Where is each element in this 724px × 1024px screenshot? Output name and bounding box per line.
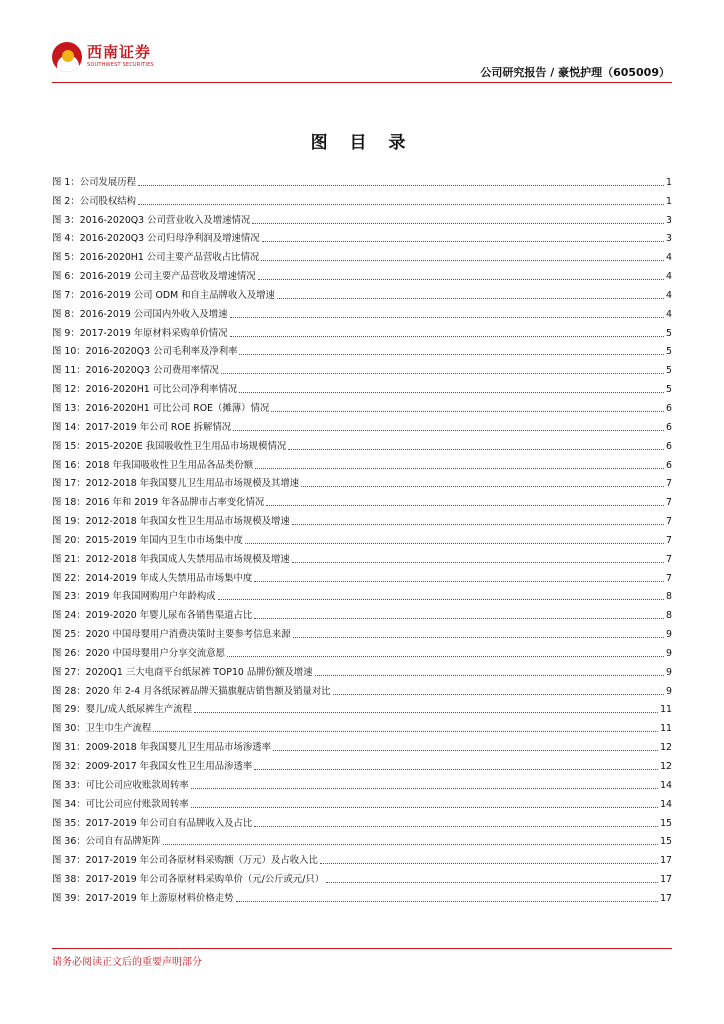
toc-item-label: 图 21：2012-2018 年我国成人失禁用品市场规模及增速 bbox=[52, 553, 290, 565]
toc-item-page: 14 bbox=[660, 779, 672, 791]
toc-item-label: 图 12：2016-2020H1 可比公司净利率情况 bbox=[52, 384, 238, 396]
toc-dot-leader bbox=[245, 543, 664, 544]
toc-dot-leader bbox=[320, 863, 658, 864]
company-logo bbox=[52, 40, 152, 74]
toc-item[interactable] bbox=[52, 283, 672, 302]
toc-item[interactable] bbox=[52, 396, 672, 415]
toc-item-label: 图 36：公司自有品牌矩阵 bbox=[52, 836, 161, 848]
toc-item[interactable] bbox=[52, 528, 672, 547]
toc-item-page: 12 bbox=[660, 742, 672, 754]
toc-item[interactable] bbox=[52, 754, 672, 773]
toc-item-page: 7 bbox=[666, 478, 672, 490]
toc-dot-leader bbox=[163, 844, 658, 845]
toc-item-page: 15 bbox=[660, 836, 672, 848]
toc-dot-leader bbox=[271, 411, 664, 412]
toc-item-page: 7 bbox=[666, 553, 672, 565]
toc-dot-leader bbox=[273, 750, 658, 751]
toc-dot-leader bbox=[153, 731, 658, 732]
toc-item[interactable] bbox=[52, 490, 672, 509]
toc-dot-leader bbox=[239, 354, 664, 355]
toc-item[interactable] bbox=[52, 415, 672, 434]
toc-item-page: 4 bbox=[666, 252, 672, 264]
toc-dot-leader bbox=[227, 656, 664, 657]
toc-dot-leader bbox=[230, 336, 665, 337]
toc-item[interactable] bbox=[52, 264, 672, 283]
toc-dot-leader bbox=[255, 468, 664, 469]
toc-item-page: 4 bbox=[666, 289, 672, 301]
toc-item[interactable] bbox=[52, 509, 672, 528]
toc-item[interactable] bbox=[52, 377, 672, 396]
toc-item-label: 图 16：2018 年我国吸收性卫生用品各品类份额 bbox=[52, 459, 254, 471]
toc-item-page: 5 bbox=[666, 384, 672, 396]
toc-item-label: 图 26：2020 中国母婴用户分享交流意愿 bbox=[52, 647, 225, 659]
toc-dot-leader bbox=[236, 901, 659, 902]
toc-dot-leader bbox=[254, 618, 664, 619]
toc-item-page: 3 bbox=[666, 233, 672, 245]
toc-dot-leader bbox=[326, 882, 658, 883]
toc-item-page: 4 bbox=[666, 308, 672, 320]
figure-index bbox=[52, 170, 672, 905]
toc-item-page: 17 bbox=[660, 874, 672, 886]
toc-item[interactable] bbox=[52, 660, 672, 679]
toc-item[interactable] bbox=[52, 340, 672, 359]
toc-item[interactable] bbox=[52, 641, 672, 660]
toc-item-label: 图 5：2016-2020H1 公司主要产品营收占比情况 bbox=[52, 252, 260, 264]
toc-item-page: 9 bbox=[666, 685, 672, 697]
toc-item[interactable] bbox=[52, 547, 672, 566]
toc-item-label: 图 17：2012-2018 年我国婴儿卫生用品市场规模及其增速 bbox=[52, 478, 300, 490]
toc-item-label: 图 24：2019-2020 年婴儿尿布各销售渠道占比 bbox=[52, 610, 253, 622]
toc-item-label: 图 35：2017-2019 年公司自有品牌收入及占比 bbox=[52, 817, 253, 829]
toc-dot-leader bbox=[277, 298, 664, 299]
toc-item-label: 图 9：2017-2019 年原材料采购单价情况 bbox=[52, 327, 228, 339]
toc-item-label: 图 18：2016 年和 2019 年各品牌市占率变化情况 bbox=[52, 497, 265, 509]
toc-item-label: 图 2：公司股权结构 bbox=[52, 195, 136, 207]
toc-item-label: 图 1：公司发展历程 bbox=[52, 176, 136, 188]
toc-item-label: 图 37：2017-2019 年公司各原材料采购额（万元）及占收入比 bbox=[52, 855, 318, 867]
toc-item-page: 7 bbox=[666, 516, 672, 528]
toc-item-label: 图 20：2015-2019 年国内卫生巾市场集中度 bbox=[52, 534, 243, 546]
toc-item[interactable] bbox=[52, 245, 672, 264]
footer-divider bbox=[52, 948, 672, 949]
logo-emblem-icon bbox=[52, 42, 82, 72]
toc-item[interactable] bbox=[52, 321, 672, 340]
toc-item-label: 图 31：2009-2018 年我国婴儿卫生用品市场渗透率 bbox=[52, 742, 271, 754]
toc-item[interactable] bbox=[52, 735, 672, 754]
toc-item-page: 7 bbox=[666, 534, 672, 546]
toc-item-page: 17 bbox=[660, 855, 672, 867]
toc-item-label: 图 10：2016-2020Q3 公司毛利率及净利率 bbox=[52, 346, 238, 358]
toc-item-page: 9 bbox=[666, 629, 672, 641]
toc-dot-leader bbox=[254, 581, 664, 582]
toc-item-page: 6 bbox=[666, 402, 672, 414]
toc-dot-leader bbox=[258, 279, 664, 280]
toc-item-label: 图 15：2015-2020E 我国吸收性卫生用品市场规模情况 bbox=[52, 440, 287, 452]
toc-item[interactable] bbox=[52, 792, 672, 811]
toc-dot-leader bbox=[233, 430, 664, 431]
toc-item[interactable] bbox=[52, 603, 672, 622]
toc-item-label: 图 4：2016-2020Q3 公司归母净利润及增速情况 bbox=[52, 233, 260, 245]
toc-item-label: 图 8：2016-2019 公司国内外收入及增速 bbox=[52, 308, 228, 320]
toc-item-label: 图 23：2019 年我国网购用户年龄构成 bbox=[52, 591, 216, 603]
footer-disclaimer: 请务必阅读正文后的重要声明部分 bbox=[52, 957, 202, 968]
toc-item-page: 5 bbox=[666, 365, 672, 377]
toc-item[interactable] bbox=[52, 830, 672, 849]
toc-item-page: 1 bbox=[666, 195, 672, 207]
toc-item[interactable] bbox=[52, 566, 672, 585]
toc-item-page: 7 bbox=[666, 497, 672, 509]
toc-item-page: 14 bbox=[660, 798, 672, 810]
toc-dot-leader bbox=[301, 486, 664, 487]
toc-item[interactable] bbox=[52, 698, 672, 717]
toc-item-label: 图 28：2020 年 2-4 月各纸尿裤品牌天猫旗舰店销售额及销量对比 bbox=[52, 685, 331, 697]
toc-item-label: 图 19：2012-2018 年我国女性卫生用品市场规模及增速 bbox=[52, 516, 290, 528]
toc-item-page: 6 bbox=[666, 440, 672, 452]
toc-dot-leader bbox=[191, 788, 658, 789]
toc-item[interactable] bbox=[52, 472, 672, 491]
toc-item[interactable] bbox=[52, 434, 672, 453]
toc-item-page: 7 bbox=[666, 572, 672, 584]
toc-dot-leader bbox=[252, 223, 664, 224]
toc-dot-leader bbox=[333, 694, 664, 695]
toc-dot-leader bbox=[261, 260, 664, 261]
toc-item-page: 5 bbox=[666, 327, 672, 339]
toc-item-page: 15 bbox=[660, 817, 672, 829]
toc-item[interactable] bbox=[52, 811, 672, 830]
toc-dot-leader bbox=[221, 373, 664, 374]
toc-item[interactable] bbox=[52, 848, 672, 867]
toc-item-page: 11 bbox=[660, 723, 672, 735]
toc-dot-leader bbox=[292, 524, 664, 525]
toc-item[interactable] bbox=[52, 227, 672, 246]
toc-dot-leader bbox=[254, 769, 658, 770]
toc-dot-leader bbox=[262, 241, 664, 242]
page-header bbox=[0, 0, 724, 90]
toc-item-label: 图 34：可比公司应付账款周转率 bbox=[52, 798, 189, 810]
toc-item-label: 图 22：2014-2019 年成人失禁用品市场集中度 bbox=[52, 572, 253, 584]
toc-dot-leader bbox=[288, 449, 664, 450]
toc-item[interactable] bbox=[52, 773, 672, 792]
toc-item-page: 8 bbox=[666, 610, 672, 622]
toc-dot-leader bbox=[266, 505, 664, 506]
toc-item[interactable] bbox=[52, 679, 672, 698]
toc-item[interactable] bbox=[52, 208, 672, 227]
toc-item-page: 9 bbox=[666, 666, 672, 678]
toc-item-page: 1 bbox=[666, 176, 672, 188]
toc-item[interactable] bbox=[52, 302, 672, 321]
toc-item-label: 图 32：2009-2017 年我国女性卫生用品渗透率 bbox=[52, 761, 253, 772]
toc-item-label: 图 14：2017-2019 年公司 ROE 拆解情况 bbox=[52, 421, 232, 433]
logo-subtext: SOUTHWEST SECURITIES bbox=[87, 62, 154, 68]
toc-item-page: 6 bbox=[666, 421, 672, 433]
toc-item-label: 图 11：2016-2020Q3 公司费用率情况 bbox=[52, 365, 219, 377]
header-divider bbox=[52, 82, 672, 83]
toc-item[interactable] bbox=[52, 170, 672, 189]
toc-item-label: 图 27：2020Q1 三大电商平台纸尿裤 TOP10 品牌份额及增速 bbox=[52, 666, 313, 678]
toc-item-label: 图 25：2020 中国母婴用户消费决策时主要参考信息来源 bbox=[52, 629, 291, 641]
page-title: 图 目 录 bbox=[310, 133, 414, 153]
toc-item[interactable] bbox=[52, 585, 672, 604]
toc-item-label: 图 7：2016-2019 公司 ODM 和自主品牌收入及增速 bbox=[52, 289, 275, 301]
toc-item[interactable] bbox=[52, 189, 672, 208]
toc-item-label: 图 39：2017-2019 年上游原材料价格走势 bbox=[52, 892, 234, 904]
logo-text: 西南证券 bbox=[87, 43, 152, 61]
toc-dot-leader bbox=[239, 392, 664, 393]
toc-dot-leader bbox=[218, 599, 664, 600]
toc-dot-leader bbox=[292, 562, 664, 563]
report-label: 公司研究报告 / 豪悦护理（605009） bbox=[480, 66, 670, 79]
toc-dot-leader bbox=[254, 826, 658, 827]
toc-dot-leader bbox=[315, 675, 665, 676]
toc-dot-leader bbox=[191, 807, 658, 808]
toc-item-page: 6 bbox=[666, 459, 672, 471]
toc-item-page: 3 bbox=[666, 214, 672, 226]
toc-dot-leader bbox=[138, 185, 664, 186]
toc-dot-leader bbox=[138, 204, 664, 205]
toc-item-page: 4 bbox=[666, 271, 672, 283]
toc-dot-leader bbox=[230, 317, 665, 318]
toc-item[interactable] bbox=[52, 622, 672, 641]
toc-item-label: 图 13：2016-2020H1 可比公司 ROE（摊薄）情况 bbox=[52, 402, 270, 414]
toc-item-page: 17 bbox=[660, 892, 672, 904]
toc-item-label: 图 30：卫生巾生产流程 bbox=[52, 723, 152, 735]
toc-item-page: 11 bbox=[660, 704, 672, 716]
toc-item[interactable] bbox=[52, 358, 672, 377]
toc-dot-leader bbox=[194, 712, 658, 713]
toc-item-label: 图 33：可比公司应收账款周转率 bbox=[52, 779, 189, 791]
toc-item-page: 8 bbox=[666, 591, 672, 603]
toc-item[interactable] bbox=[52, 716, 672, 735]
toc-item-label: 图 38：2017-2019 年公司各原材料采购单价（元/公斤或元/只） bbox=[52, 874, 325, 886]
toc-item-page: 12 bbox=[660, 761, 672, 772]
toc-item-label: 图 29：婴儿/成人纸尿裤生产流程 bbox=[52, 704, 192, 716]
toc-item-page: 9 bbox=[666, 647, 672, 659]
toc-item[interactable] bbox=[52, 886, 672, 905]
toc-item[interactable] bbox=[52, 867, 672, 886]
toc-item-label: 图 3：2016-2020Q3 公司营业收入及增速情况 bbox=[52, 214, 251, 226]
toc-item-page: 5 bbox=[666, 346, 672, 358]
toc-item[interactable] bbox=[52, 453, 672, 472]
toc-dot-leader bbox=[293, 637, 664, 638]
toc-item-label: 图 6：2016-2019 公司主要产品营收及增速情况 bbox=[52, 271, 256, 283]
